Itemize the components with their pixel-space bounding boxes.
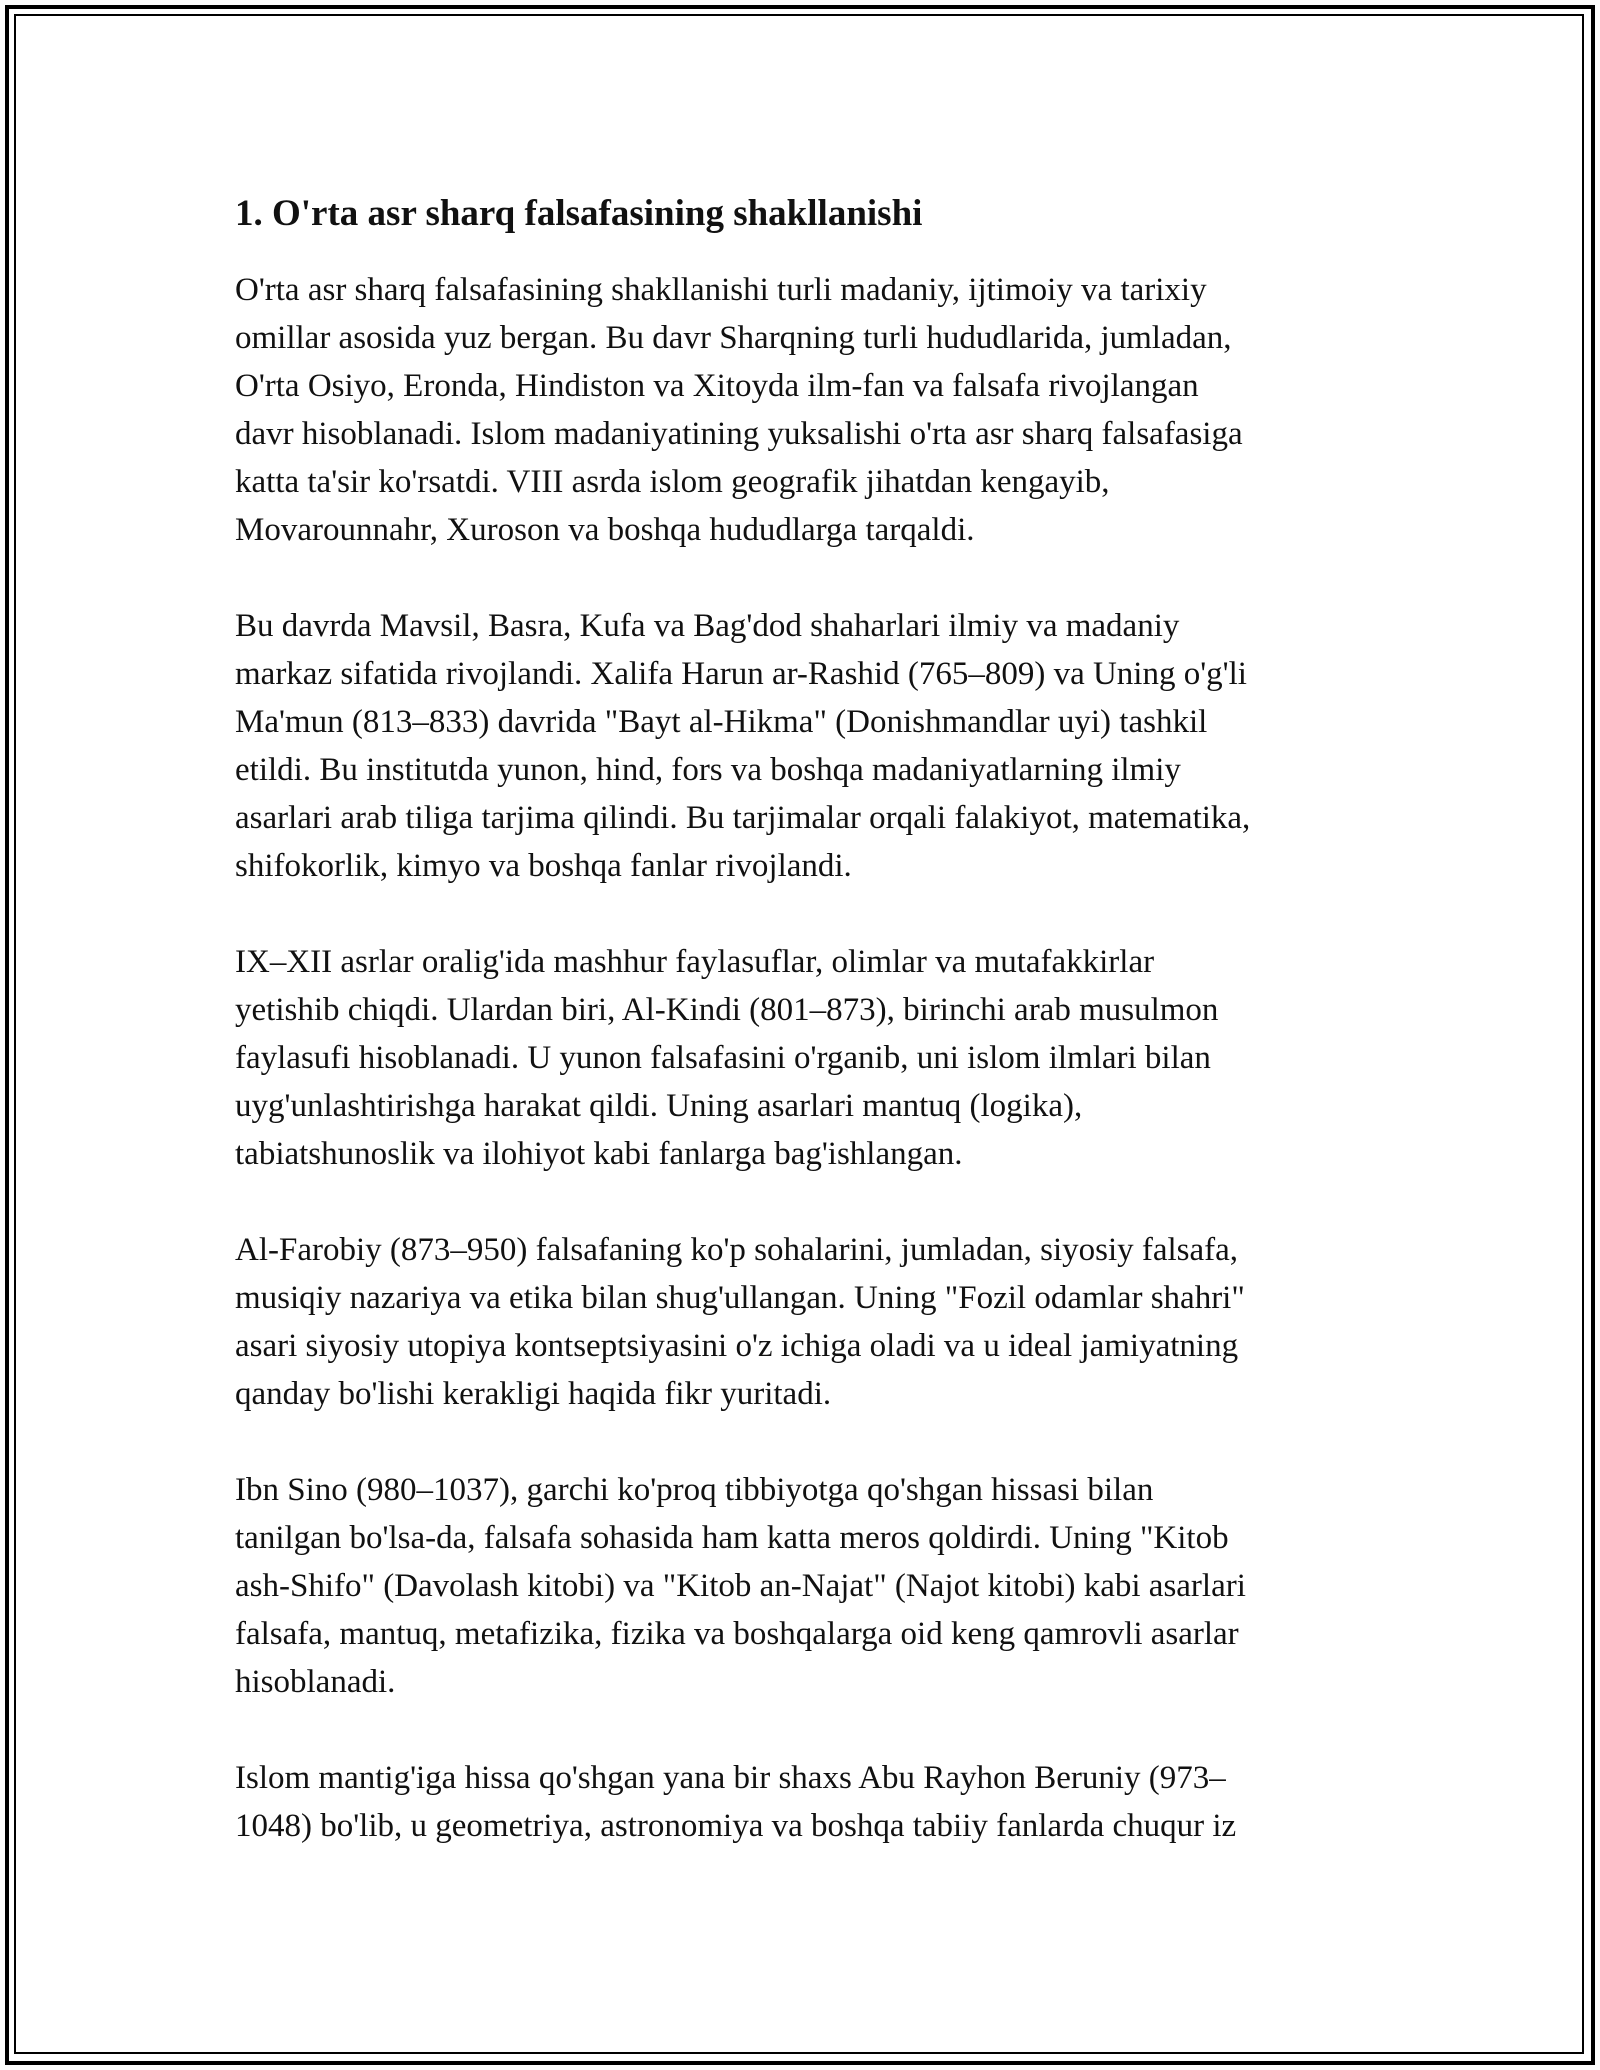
paragraph-list [235, 266, 1380, 1850]
text-line: tanilgan bo'lsa-da, falsafa sohasida ham katta meros qoldirdi. Uning "Kitob [235, 1520, 1229, 1556]
text-line: hisoblanadi. [235, 1664, 396, 1700]
text-line: Movarounnahr, Xuroson va boshqa hududlarga tarqaldi. [235, 512, 975, 548]
text-line: shifokorlik, kimyo va boshqa fanlar rivojlandi. [235, 848, 852, 884]
text-line: falsafa, mantuq, metafizika, fizika va boshqalarga oid keng qamrovli asarlar [235, 1616, 1239, 1652]
text-line: asari siyosiy utopiya kontseptsiyasini o'z ichiga oladi va u ideal jamiyatning [235, 1328, 1239, 1364]
paragraph [235, 602, 1380, 890]
text-line: faylasufi hisoblanadi. U yunon falsafasini o'rganib, uni islom ilmlari bilan [235, 1040, 1211, 1076]
paragraph [235, 1226, 1380, 1418]
text-line: omillar asosida yuz bergan. Bu davr Sharqning turli hududlarida, jumladan, [235, 320, 1232, 356]
text-line: katta ta'sir ko'rsatdi. VIII asrda islom geografik jihatdan kengayib, [235, 464, 1110, 500]
text-line: musiqiy nazariya va etika bilan shug'ullangan. Uning "Fozil odamlar shahri" [235, 1280, 1245, 1316]
text-line: markaz sifatida rivojlandi. Xalifa Harun ar-Rashid (765–809) va Uning o'g'li [235, 656, 1247, 692]
text-line: tabiatshunoslik va ilohiyot kabi fanlarga bag'ishlangan. [235, 1136, 963, 1172]
text-line: 1048) bo'lib, u geometriya, astronomiya va boshqa tabiiy fanlarda chuqur iz [235, 1808, 1237, 1844]
section-heading: 1. O'rta asr sharq falsafasining shakllanishi [235, 193, 923, 234]
text-line: IX–XII asrlar oralig'ida mashhur faylasuflar, olimlar va mutafakkirlar [235, 944, 1155, 980]
text-line: yetishib chiqdi. Ulardan biri, Al-Kindi (801–873), birinchi arab musulmon [235, 992, 1219, 1028]
text-line: Islom mantig'iga hissa qo'shgan yana bir shaxs Abu Rayhon Beruniy (973– [235, 1760, 1226, 1796]
document-body [235, 186, 1380, 1898]
text-line: Al-Farobiy (873–950) falsafaning ko'p sohalarini, jumladan, siyosiy falsafa, [235, 1232, 1239, 1268]
paragraph [235, 938, 1380, 1178]
text-line: ash-Shifo" (Davolash kitobi) va "Kitob an-Najat" (Najot kitobi) kabi asarlari [235, 1568, 1246, 1604]
text-line: qanday bo'lishi kerakligi haqida fikr yuritadi. [235, 1376, 832, 1412]
text-line: Ibn Sino (980–1037), garchi ko'proq tibbiyotga qo'shgan hissasi bilan [235, 1472, 1154, 1508]
text-line: Bu davrda Mavsil, Basra, Kufa va Bag'dod shaharlari ilmiy va madaniy [235, 608, 1180, 644]
text-line: uyg'unlashtirishga harakat qildi. Uning asarlari mantuq (logika), [235, 1088, 1083, 1124]
text-line: davr hisoblanadi. Islom madaniyatining yuksalishi o'rta asr sharq falsafasiga [235, 416, 1243, 452]
paragraph [235, 1754, 1380, 1850]
paragraph [235, 1466, 1380, 1706]
text-line: O'rta asr sharq falsafasining shakllanishi turli madaniy, ijtimoiy va tarixiy [235, 272, 1207, 308]
text-line: asarlari arab tiliga tarjima qilindi. Bu tarjimalar orqali falakiyot, matematika, [235, 800, 1251, 836]
paragraph [235, 266, 1380, 554]
text-line: etildi. Bu institutda yunon, hind, fors va boshqa madaniyatlarning ilmiy [235, 752, 1181, 788]
text-line: O'rta Osiyo, Eronda, Hindiston va Xitoyda ilm-fan va falsafa rivojlangan [235, 368, 1199, 404]
text-line: Ma'mun (813–833) davrida "Bayt al-Hikma" (Donishmandlar uyi) tashkil [235, 704, 1208, 740]
